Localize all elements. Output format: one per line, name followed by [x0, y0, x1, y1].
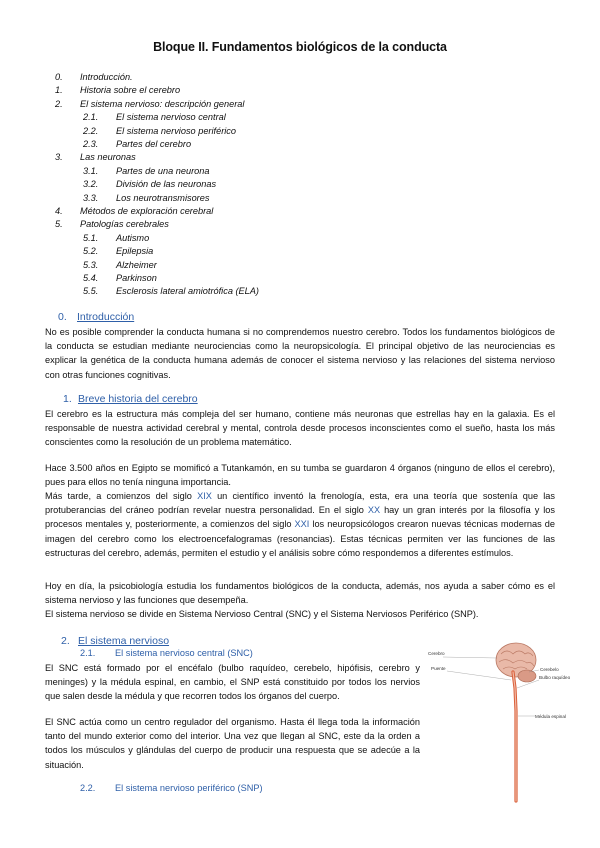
section-title: Breve historia del cerebro [78, 393, 198, 405]
historia-paragraph-2: Hace 3.500 años en Egipto se momificó a Tutankamón, en su tumba se guardaron 4 órganos (ninguno de ellos el cerebro), pues para ellos no tenía ninguna importancia. [45, 463, 555, 488]
historia-paragraph-4: Hoy en día, la psicobiología estudia los fundamentos biológicos de la conducta, además, nos ayuda a saber cómo es el sistema nervioso y las funciones que desempeña. [45, 581, 555, 606]
toc-item-text: Patologías cerebrales [80, 219, 169, 230]
historia-paragraph-3 [45, 489, 555, 560]
toc-item-number: 5.5. [83, 286, 99, 297]
toc-item-number: 5.3. [83, 259, 99, 270]
toc-item-text: Alzheimer [116, 259, 157, 270]
toc-item-number: 2.3. [83, 139, 99, 149]
section-number: 2. [61, 635, 70, 647]
toc-item-text: Esclerosis lateral amiotrófica (ELA) [116, 286, 259, 297]
century-xix: XIX [197, 491, 212, 501]
toc-item-number: 3.2. [83, 179, 99, 190]
snc-paragraph-1: El SNC está formado por el encéfalo (bulbo raquídeo, cerebelo, hipófisis, cerebro y meninges) y la médula espinal, en cambio, el SNP está constituido por todos los nervios que salen desde la médula y que recorren todos los órganos del cuerpo. [45, 663, 420, 702]
toc-item-text: El sistema nervioso periférico [116, 125, 236, 136]
toc-item-number: 4. [55, 206, 63, 216]
nervous-system-figure [423, 636, 571, 808]
text-run: los neuropsicólogos crearon nuevas técnicas modernas de imagen del cerebro como los electroencefalogramas (resonancias). Estas técnicas permiten ver las funciones de las estructuras del cerebro, además, permiten el estudio y el análisis sobre cómo respondemos a diferentes estímulos. [45, 519, 555, 558]
toc-item-text: División de las neuronas [116, 179, 217, 190]
toc-item-number: 3. [55, 152, 63, 163]
intro-paragraph: No es posible comprender la conducta humana si no comprendemos nuestro cerebro. Todos los fundamentos biológicos de la conducta se estudian mediante neurociencias como la neuropsicología. El principal objetivo de las neurociencias es explicar la genética de la conducta humana además de conocer el sistema nervioso y las relaciones del sistema nervioso con otras funciones cognitivas. [45, 327, 555, 380]
toc-item-text: Introducción. [80, 72, 133, 82]
section-number: 1. [63, 393, 72, 405]
toc-item-number: 3.1. [83, 165, 99, 176]
subsection-number: 2.2. [80, 783, 96, 793]
label-medula: Médula espinal [535, 714, 566, 719]
historia-paragraph-1: El cerebro es la estructura más compleja del ser humano, contiene más neuronas que estrellas hay en la galaxia. Es el responsable de nuestra actividad cerebral y mental, controla desde procesos inconscientes como el sueño, hasta los más conscientes como la resolución de un problema matemático. [45, 409, 555, 448]
section-title: El sistema nervioso [78, 635, 170, 647]
page-title: Bloque II. Fundamentos biológicos de la conducta [153, 40, 447, 54]
toc-item-text: El sistema nervioso central [116, 112, 226, 123]
section-number: 0. [58, 311, 67, 323]
toc-item-number: 0. [55, 72, 63, 82]
toc-item-text: Métodos de exploración cerebral [80, 206, 214, 216]
century-xxi: XXI [294, 519, 310, 530]
toc-item-number: 2. [55, 98, 63, 109]
label-bulbo: Bulbo raquídeo [539, 675, 571, 680]
label-cerebro: Cerebro [428, 651, 445, 656]
historia-paragraph-5: El sistema nervioso se divide en Sistema Nervioso Central (SNC) y el Sistema Nerviosos Periférico (SNP). [45, 609, 479, 619]
text-run: un científico inventó la frenología, esta, era una teoría que sostenía que las protuberancias del cráneo podrían revelar nuestra personalidad. En el siglo [45, 491, 555, 516]
toc-item-text: Autismo [116, 232, 150, 243]
century-xx: XX [367, 505, 381, 516]
subsection-number: 2.1. [80, 648, 96, 658]
toc-item-text: Historia sobre el cerebro [80, 85, 181, 96]
toc-item-text: Las neuronas [80, 152, 136, 163]
subsection-title: El sistema nervioso periférico (SNP) [115, 783, 263, 793]
toc-item-text: Parkinson [116, 273, 157, 283]
toc-item-number: 5.2. [83, 246, 99, 257]
snc-paragraph-2: El SNC actúa como un centro regulador del organismo. Hasta él llega toda la información tanto del mundo exterior como del interior. Una vez que llegan al SNC, este da la orden a todos los músculos y glándulas del cuerpo de producir una respuesta que se adecúe a la situación. [45, 717, 420, 770]
subsection-title: El sistema nervioso central (SNC) [115, 648, 253, 658]
toc-item-number: 1. [55, 85, 63, 96]
text-run: hay un gran interés por la filosofía y los procesos mentales y, posteriormente, a comienzos del siglo [45, 505, 555, 530]
label-line-puente [447, 671, 511, 680]
label-puente: Puente [431, 666, 446, 671]
text-run: Más tarde, a comienzos del siglo [45, 491, 198, 501]
toc-item-text: Partes de una neurona [116, 165, 210, 176]
section-title: Introducción [77, 311, 135, 323]
cerebellum-illustration [518, 670, 536, 682]
toc-item-text: Los neurotransmisores [116, 192, 210, 203]
toc-item-text: Epilepsia [116, 246, 154, 257]
toc-item-text: Partes del cerebro [116, 139, 192, 149]
toc-item-number: 5.4. [83, 273, 99, 283]
toc-item-number: 5.1. [83, 232, 99, 243]
toc-item-number: 2.2. [83, 125, 99, 136]
label-cerebelo: Cerebelo [540, 667, 559, 672]
label-line-cerebro [443, 657, 497, 658]
toc-item-number: 2.1. [83, 112, 99, 123]
toc-item-text: El sistema nervioso: descripción general [80, 98, 245, 109]
toc-item-number: 3.3. [83, 192, 99, 203]
toc-item-number: 5. [55, 219, 63, 230]
